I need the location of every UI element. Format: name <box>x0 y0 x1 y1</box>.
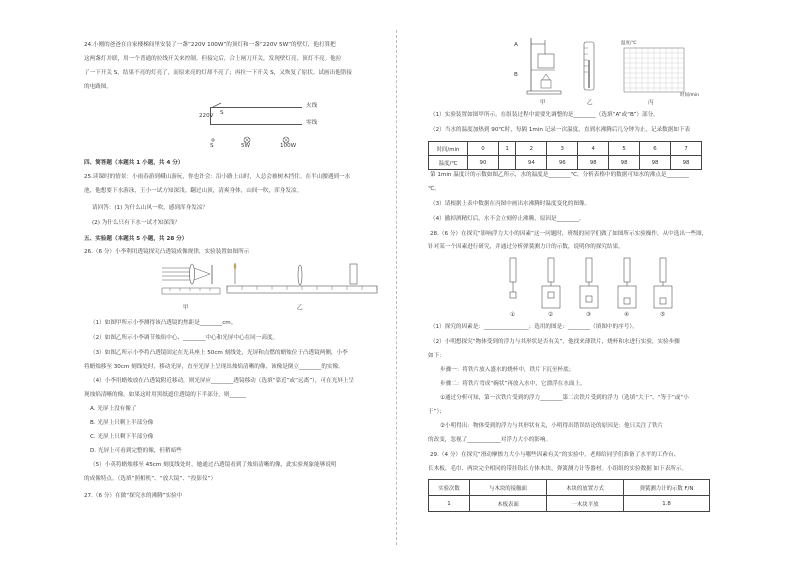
table-cell: 6 <box>640 142 671 156</box>
friction-table <box>428 479 710 512</box>
fig-label-2: ② <box>548 312 554 318</box>
q28-line-8: ①通过分析可知，第一次铁片受到的浮力________第二次铁片受到的浮力（选填“大于”、“等于”或“小 <box>440 395 689 401</box>
figure-jia-caption-right: 甲 <box>540 100 546 106</box>
q28-line-5: 如下： <box>428 353 445 359</box>
thermometer-figure-yi <box>578 40 600 96</box>
table-cell: 与木块的接触面 <box>470 480 547 496</box>
spring-scale-3 <box>580 258 598 308</box>
q24-line-1: 24.小刚的爸爸在自家楼梯间里安装了一盏“220V 100W”的顶灯和一盏“220V 5W”的壁灯，他打算把 <box>84 42 336 48</box>
q24-line-4: 的电路图。 <box>84 84 112 90</box>
voltage-label: 220V <box>199 113 214 119</box>
table-cell: 4 <box>578 142 609 156</box>
q26-line-1: （1）如图甲所示小李测得该凸透镜的焦距是________cm。 <box>90 320 237 326</box>
q29-line-1: 29.（4 分）在探究“滑动摩擦力大小与哪些因素有关”的实验中，老师给同学们准备了水平的工作台、 <box>430 452 680 458</box>
optical-bench-figure-yi <box>225 262 385 304</box>
live-wire-label: 火线 <box>306 103 318 109</box>
table-cell: 7 <box>670 142 701 156</box>
figure-bing-caption: 丙 <box>648 100 654 106</box>
neutral-wire-label: 零线 <box>306 120 318 126</box>
table-cell: 2 <box>516 142 547 156</box>
table-cell: 1 <box>498 142 515 156</box>
q25-line-4: (2) 为什么只有下水一试才知深浅？ <box>92 220 181 226</box>
q26-line-4: 将蜡烛移至 30cm 刻线处时，移动光屏，直至光屏上呈现出烛焰清晰的像，该像是倒立________的实像。 <box>84 364 344 370</box>
fig-label-4: ④ <box>624 312 630 318</box>
q27-line-6: （4）撤掉酒精灯后，水不会立刻停止沸腾，原因是________。 <box>430 216 585 222</box>
fig-label-1: ① <box>510 312 516 318</box>
lamp-100w-label: 100W <box>280 143 297 149</box>
q26-option-c: C. 光屏上只剩下半部分像 <box>90 434 154 440</box>
boiling-apparatus-figure-jia <box>525 36 565 98</box>
q28-line-11: 的改变，忽视了____________对浮力大小的影响。 <box>428 437 552 443</box>
table-cell: 弹簧测力计的示数 F/N <box>624 480 710 496</box>
fig-label-3: ③ <box>586 312 592 318</box>
spring-scale-4 <box>618 258 636 308</box>
q25-line-1: 25.读课时的情景：小雨春游到峨山游玩，你也许会：沿小路上山时，人总会被树木挡住。在半山腰遇到一水 <box>84 174 351 180</box>
q26-intro: 26.（6 分）小李利用透镜探究凸透镜成像规律，实验装置如图所示 <box>84 249 250 255</box>
q28-line-6: 步骤一：将铁片放入盛水的烧杯中，铁片下沉至杯底； <box>440 367 575 373</box>
q25-line-2: 池，他想要下水游泳，王小一试方知深浅。翻过山顶，清爽身体，山间一吹，浑身发凉。 <box>84 188 303 194</box>
table-row <box>429 496 710 512</box>
table-cell: 98 <box>670 156 701 170</box>
q28-line-10: ②小明得出：物体受到的浮力与其形状有关，小明得出错误结论的原因是：他只关注了铁片 <box>440 423 664 429</box>
table-cell: 98 <box>578 156 609 170</box>
apparatus-label-a: A <box>514 42 518 48</box>
temperature-grid-figure-bing <box>620 48 690 98</box>
figure-jia-caption: 甲 <box>183 305 189 311</box>
spring-scale-2 <box>542 258 560 308</box>
buoyancy-figures <box>490 256 680 312</box>
q27-line-2: （2）当水的温度加热到 90℃时，每隔 1min 记录一次温度，直到水沸腾后几分钟为止，记录数据如下表 <box>430 127 691 133</box>
q26-line-11: （5）小英将蜡烛移至 45cm 刻度线处时，她通过凸透镜看到了烛焰清晰的像，此实验现象能够说明 <box>90 462 337 468</box>
table-cell: 时间/min <box>429 142 468 156</box>
q24-line-2: 这两盏灯并联，用一个普通的拉线开关来控制。但接完后，合上闸刀开关，发现壁灯亮、顶灯不亮。他拉 <box>84 56 342 62</box>
q26-line-5: （4）小李用蜡烛放在凸透镜附近移动，则光屏应________透镜移动（选填“靠近”或“远离”），可在光屏上呈 <box>90 378 355 384</box>
table-row <box>429 142 702 156</box>
table-cell: 一木块平放 <box>547 496 624 512</box>
q27-intro: 27.（6 分）在做“探究水的沸腾”实验中 <box>84 493 183 499</box>
time-axis-label: 时间/min <box>680 93 700 98</box>
section-5-heading: 五、实验题（本题共 5 小题，共 28 分） <box>84 236 188 242</box>
apparatus-label-b: B <box>514 72 518 78</box>
q26-line-12: 的成像特点。（选填“照相机”、“放大镜”、“投影仪”） <box>84 476 217 482</box>
spring-scale-5 <box>654 258 672 308</box>
q27-line-1: （1）实验装置如图甲所示，在组装过程中需要先调整的是________（选填“A”或“B”）部分。 <box>430 112 659 118</box>
q27-line-4: ℃。 <box>428 186 440 192</box>
q26-option-a: A. 光屏上没有像了 <box>90 406 137 412</box>
q28-line-9: 于”）； <box>428 409 445 415</box>
table-cell: 1 <box>429 496 470 512</box>
switch-s-symbol <box>212 139 214 141</box>
table-cell: 5 <box>609 142 640 156</box>
q26-line-6: 现烛焰清晰的像。如果这时用黑纸遮住透镜的下半部分，则______ <box>84 392 247 398</box>
q29-line-2: 长木板、毛巾、两块完全相同的带挂钩长方体木块，弹簧测力计等器材。小组组的实验数据 如下表所示。 <box>428 466 688 472</box>
q27-line-3: 第 1min 温度计的示数如图乙所示，水的温度是________℃，分析表格中的数据可知水的沸点是________ <box>430 172 689 178</box>
section-4-heading: 四、简答题（本题共 1 小题，共 4 分） <box>84 160 184 166</box>
q28-line-4: （2）小明想探究“物体受到的浮力与其形状是否有关”，他找来薄铁片，烧杯和水进行实验，实验步骤 <box>430 339 680 345</box>
switch-s-label: S <box>210 143 214 149</box>
figure-yi-caption-right: 乙 <box>587 100 593 106</box>
q28-line-3: （1）探究的因素是：________________；选用的图是：________（填图中的序号）。 <box>430 324 638 330</box>
switch-top-label: S <box>220 110 224 116</box>
table-row <box>429 480 710 496</box>
temperature-table <box>428 141 702 170</box>
q28-line-1: 28.（6 分）在探究“影响浮力大小的因素”这一问题时，班级的同学们做了如图所示实验操作，从中选出一些图， <box>430 231 708 237</box>
q28-line-2: 针对某一个因素进行研究，并通过分析弹簧测力计的示数，说明你的探究结果。 <box>428 244 624 250</box>
q26-option-b: B. 光屏上只剩上半部分像 <box>90 420 154 426</box>
fig-label-5: ⑤ <box>660 312 666 318</box>
q26-line-2: （2）如图乙所示小李调节烛焰中心、________中心和光屏中心在同一高度。 <box>90 335 279 341</box>
temp-axis-label: 温度/℃ <box>621 41 637 46</box>
q25-line-3: 请回答：(1) 为什么山风一吹，感到浑身发凉？ <box>92 205 208 211</box>
q26-option-d: D. 光屏上可看到完整的像，但稍暗些 <box>90 448 182 454</box>
table-cell: 96 <box>547 156 578 170</box>
lens-figure-jia <box>160 262 230 304</box>
column-divider <box>396 30 397 545</box>
table-cell: 98 <box>640 156 671 170</box>
table-cell: 98 <box>609 156 640 170</box>
table-cell: 木块的放置方式 <box>547 480 624 496</box>
q27-line-5: （3）请根据上表中数据在丙图中画出水沸腾时温度变化的图像。 <box>430 201 591 207</box>
q28-line-7: 步骤二：将铁片弯成“碗状”再放入水中，它漂浮在水面上。 <box>440 381 586 387</box>
table-cell: 0 <box>468 142 499 156</box>
table-cell: 1.8 <box>624 496 710 512</box>
table-cell: 温度/℃ <box>429 156 468 170</box>
table-cell <box>498 156 515 170</box>
table-cell: 木板表面 <box>470 496 547 512</box>
q26-line-3: （3）如图乙所示小李将凸透镜固定在光具座上 50cm 刻线处，光屏和点燃的蜡烛位于凸透镜两侧，小李 <box>90 350 348 356</box>
table-row <box>429 156 702 170</box>
table-cell: 实验次数 <box>429 480 470 496</box>
table-cell: 90 <box>468 156 499 170</box>
lamp-5w-label: 5W <box>241 143 251 149</box>
table-cell: 94 <box>516 156 547 170</box>
table-cell: 3 <box>547 142 578 156</box>
q24-line-3: 了一下开关 S，结果不亮的灯亮了，而原来亮的灯却不亮了；再拉一下开关 S，又恢复了原状。试画出他错接 <box>84 70 352 76</box>
spring-scale-1 <box>510 258 516 298</box>
figure-yi-caption: 乙 <box>297 305 303 311</box>
